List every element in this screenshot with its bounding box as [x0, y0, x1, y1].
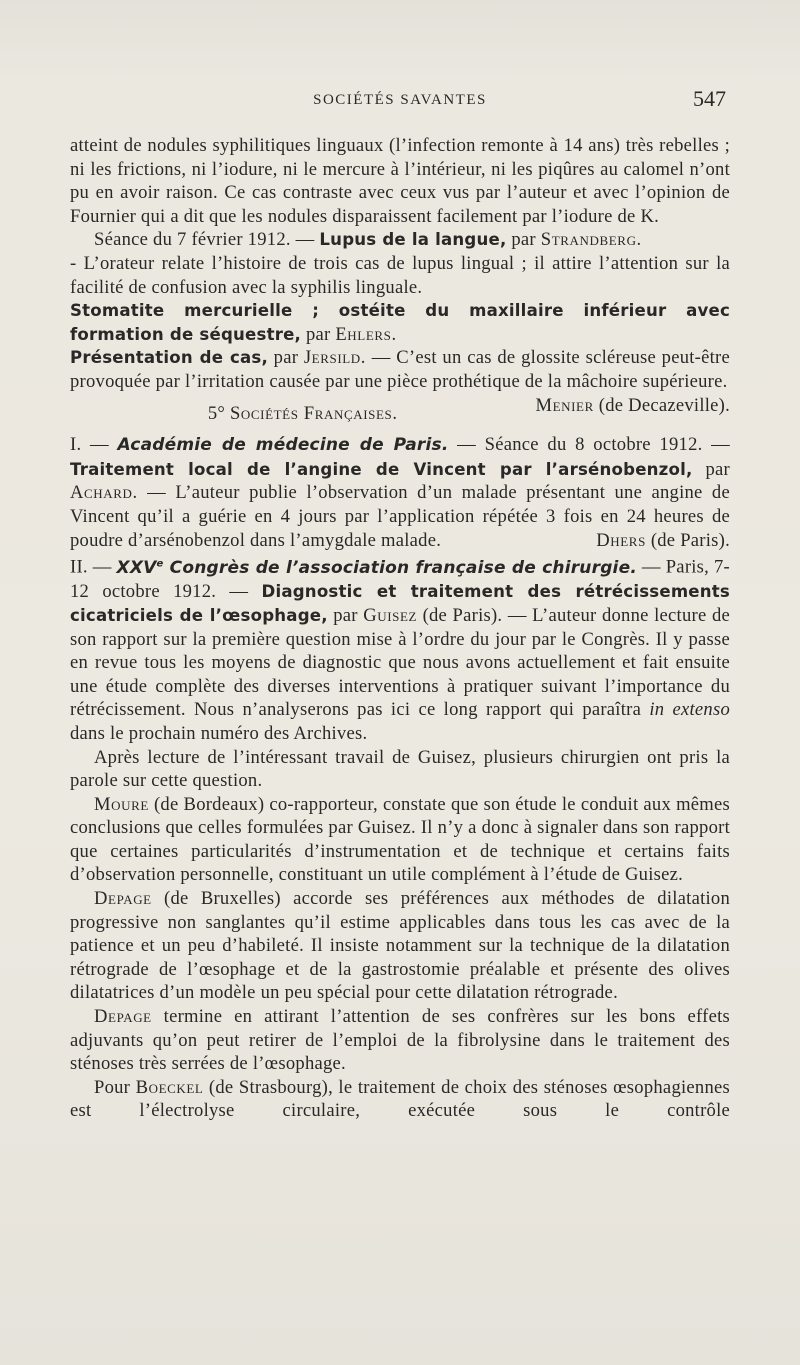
italic-phrase: in extenso	[649, 699, 730, 721]
communication-title: Traitement local de l’angine de Vincent par l’arsénobenzol,	[70, 459, 693, 479]
paragraph-lupus-heading	[70, 228, 730, 252]
author-name: Moure	[94, 793, 149, 815]
paragraph-text: — C’est un cas de glossite scléreuse peut-être provoquée par l’irritation causée par une pièce prothétique de la mâchoire supérieure.	[70, 347, 730, 392]
paragraph-text: atteint de nodules syphilitiques linguaux (l’infection remonte à 14 ans) très rebelles ; ni les frictions, ni l’iodure, ni le mercure à l’intérieur, ni les piqûres au calomel n’ont pu en avoir raison. Ce cas contraste avec ceux vus par l’auteur et avec l’opinion de Fournier qui a dit que les nodules disparaissent facilement par l’iodure de K.	[70, 135, 730, 227]
communication-title: Lupus de la langue,	[319, 230, 507, 250]
signature-name: Menier	[535, 394, 594, 416]
congress-number: XXV	[116, 557, 157, 578]
author-name: Strandberg.	[540, 229, 642, 251]
item-numeral: I. —	[70, 434, 118, 456]
paragraph-academie	[70, 433, 730, 552]
page-header	[70, 86, 730, 116]
paragraph-moure	[70, 793, 730, 887]
signature	[535, 394, 730, 418]
par-word: par	[267, 347, 304, 369]
page-number: 547	[693, 86, 726, 111]
paragraph-apres	[70, 746, 730, 793]
paragraph-text: Après lecture de l’intéressant travail de Guisez, plusieurs chirurgien ont pris la parole sur cette question.	[70, 746, 730, 792]
author-place: (de Paris). —	[417, 604, 533, 626]
signature-place: (de Paris).	[645, 529, 730, 551]
paragraph-lead: Pour	[94, 1076, 136, 1098]
paragraph-stomatite	[70, 299, 730, 346]
paragraph-boeckel	[70, 1076, 730, 1147]
congress-place-date: — Paris, 7-12 octobre 1912. —	[70, 556, 730, 603]
article-body	[70, 134, 730, 1147]
item-numeral: II. —	[70, 556, 117, 578]
par-word: par	[692, 458, 730, 480]
author-name: Guisez	[363, 604, 418, 626]
paragraph-text: (de Strasbourg), le traitement de choix des sténoses œsophagiennes est l’électrolyse circulaire, exécutée sous le contrôle	[70, 1076, 730, 1122]
author-name: Achard.	[70, 482, 138, 504]
author-name: Depage	[94, 888, 152, 910]
society-name: Académie de médecine de Paris.	[117, 435, 449, 456]
par-word: par	[301, 323, 336, 345]
congress-superscript: e	[156, 558, 164, 570]
author-name: Ehlers.	[335, 323, 397, 345]
congress-title: Congrès de l’association française de chirurgie.	[163, 557, 637, 578]
paragraph-text: - L’orateur relate l’histoire de trois cas de lupus lingual ; il attire l’attention sur la facilité de confusion avec la syphilis linguale.	[70, 252, 730, 298]
paragraph-depage	[70, 887, 730, 1005]
author-name: Depage	[94, 1006, 152, 1028]
paragraph-nodules	[70, 134, 730, 228]
signature-name: Dhers	[596, 529, 646, 551]
paragraph-text: termine en attirant l’attention de ses confrères sur les bons effets adjuvants qu’on peut retirer de l’emploi de la fibrolysine dans le traitement des sténoses très serrées de l’œsophage.	[70, 1006, 730, 1075]
par-word: par	[327, 604, 364, 626]
paragraph-text: (de Bordeaux) co-rapporteur, constate que son étude le conduit aux mêmes conclusions que celles formulées par Guisez. Il n’y a donc à signaler dans son rapport que certaines particularités d’instrumentation et de technique et certains faits d’observation personnelle, constituant un utile complément à l’étude de Guisez.	[70, 793, 730, 886]
paragraph-text-end: dans le prochain numéro des Archives.	[70, 722, 368, 744]
paragraph-text: L’auteur donne lecture de son rapport sur la première question mise à l’ordre du jour par le Congrès. Il y passe en revue tous les moyens de diagnostic que nous avons actuellement et fait ensuite une étude complète des diverses interventions à pratiquer suivant l’importance du rétrécissement. Nous n’analyserons pas ici ce long rapport qui paraîtra	[70, 604, 730, 721]
paragraph-text: (de Bruxelles) accorde ses préférences aux méthodes de dilatation progressive non sanglantes qu’il estime applicables dans tous les cas avec de la patience et un peu d’habileté. Il insiste notamment sur la technique de la dilatation rétrograde de l’œsophage et de la gastrostomie préalable et présente des olives dilatatrices d’un modèle un peu spécial pour cette dilatation rétrograde.	[70, 888, 730, 1004]
congress-name	[117, 558, 637, 578]
paragraph-lupus-text	[70, 252, 730, 299]
paragraph-depage-2	[70, 1005, 730, 1076]
paragraph-text: — L’auteur publie l’observation d’un malade présentant une angine de Vincent qu’il a guérie en 4 jours par l’application répétée 3 fois en 24 heures de poudre d’arsénobenzol dans l’amygdale malade.	[70, 482, 730, 551]
seance-date: — Séance du 8 octobre 1912. —	[448, 434, 730, 456]
communication-title: Stomatite mercurielle ; ostéite du maxillaire inférieur avec formation de séquestre,	[70, 301, 730, 344]
section-number: 5°	[207, 402, 226, 424]
paragraph-congres	[70, 552, 730, 745]
running-title: SOCIÉTÉS SAVANTES	[313, 92, 487, 108]
section-title: Sociétés Françaises.	[229, 402, 398, 424]
seance-date: Séance du 7 février 1912. —	[94, 229, 320, 251]
signature-place: (de Decazeville).	[593, 394, 730, 416]
author-name: Jersild.	[303, 347, 367, 369]
par-word: par	[506, 229, 541, 251]
author-name: Boeckel	[135, 1076, 204, 1098]
communication-title: Diagnostic et traitement des rétrécissements cicatriciels de l’œsophage,	[70, 582, 730, 625]
communication-title: Présentation de cas,	[70, 348, 268, 368]
signature	[596, 529, 730, 553]
